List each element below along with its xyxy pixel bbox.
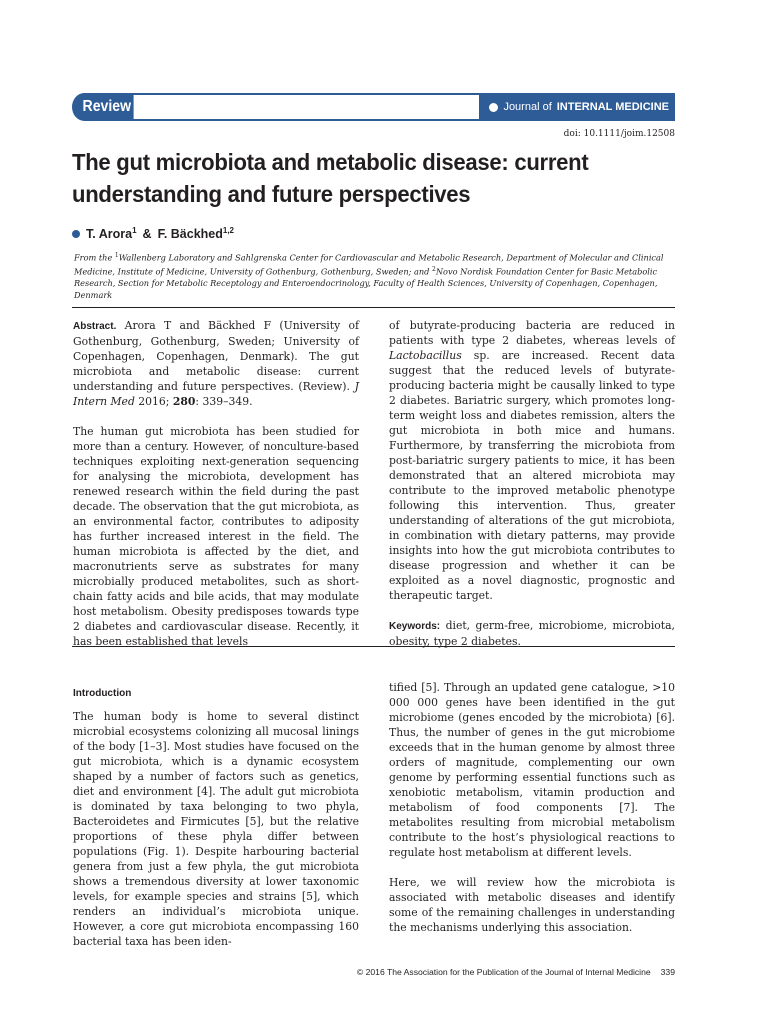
divider (72, 646, 675, 647)
author-affiliation-mark: 1 (132, 226, 137, 235)
author-bullet-icon (72, 230, 80, 238)
affiliation-mark: 1 (114, 252, 119, 259)
author-separator: & (142, 226, 152, 241)
abstract-paragraph (389, 318, 675, 603)
abstract-text: of butyrate-producing bacteria are reduced in patients with type 2 diabetes, whereas levels of (389, 319, 675, 347)
citation-volume: 280 (172, 395, 196, 408)
article-title: The gut microbiota and metabolic disease: current understanding and future perspectives (72, 149, 589, 207)
page-number: 339 (660, 967, 675, 977)
doi[interactable]: doi: 10.1111/joim.12508 (563, 129, 675, 139)
author-affiliation-mark: 1,2 (222, 226, 234, 235)
keywords-label: Keywords: (389, 621, 441, 632)
keywords-text: diet, germ-free, microbiome, microbiota, obesity, type 2 diabetes. (389, 619, 675, 648)
journal-abbrev: J Intern Med (73, 380, 359, 408)
affiliations (74, 250, 676, 301)
author-name: T. Arora (86, 227, 133, 242)
abstract-left-column (73, 318, 359, 649)
abstract-right-column (389, 318, 675, 649)
section-heading: Introduction (73, 688, 132, 699)
citation-pages: : 339–349. (195, 395, 253, 408)
affiliation-from: From the (74, 252, 115, 263)
page-footer (357, 967, 675, 977)
intro-right-column (389, 680, 675, 935)
journal-name: INTERNAL MEDICINE (556, 101, 669, 113)
body-paragraph: Here, we will review how the microbiota is associated with metabolic diseases and identify some of the remaining challenges in understanding the mechanisms underlying this association. (389, 876, 675, 934)
abstract-text: sp. are increased. Recent data suggest that the reduced levels of butyrate-producing bacteria might be causally linked to type 2 diabetes. Bariatric surgery, which promotes long-term weight loss and diabetes remission, alters the gut microbiota in both mice and humans. Furthermore, by transferring the microbiota from post-bariatric surgery patients to mice, it has been demonstrated that an altered microbiota may contribute to the improved metabolic phenotype following this intervention. Thus, greater understanding of alterations of the gut microbiota, in combination with dietary patterns, may provide insights into how the gut microbiota contributes to disease progression and whether it can be exploited as a novel diagnostic, prognostic and therapeutic target. (389, 349, 675, 602)
citation-year: 2016; (134, 395, 173, 408)
abstract-paragraph: The human gut microbiota has been studied for more than a century. However, of nonculture-based techniques exploiting next-generation sequencing for analysing the microbiota, development has renewed research within the field during the past decade. The observation that the gut microbiota, as an environmental factor, contributes to adiposity has further increased interest in the field. The human microbiota is affected by the diet, and macronutrients serve as substrates for many microbially produced metabolites, such as short-chain fatty acids and bile acids, that may modulate host metabolism. Obesity predisposes towards type 2 diabetes and cardiovascular disease. Recently, it has been established that levels (73, 425, 359, 648)
body-paragraph: The human body is home to several distinct microbial ecosystems colonizing all mucosal linings of the body [1–3]. Most studies have focused on the gut microbiota, which is a dynamic ecosystem shaped by a number of factors such as genetics, diet and environment [4]. The adult gut microbiota is dominated by taxa belonging to two phyla, Bacteroidetes and Firmicutes [5], but the relative proportions of these phyla differ between populations (Fig. 1). Despite harbouring bacterial genera from just a few phyla, the gut microbiota shows a tremendous diversity at lower taxonomic levels, for example species and strains [5], which renders an individual’s microbiota unique. However, a core gut microbiota encompassing 160 bacterial taxa has been iden- (73, 710, 359, 948)
journal-name-tab (479, 93, 675, 121)
journal-dot-icon (489, 103, 498, 112)
abstract-label: Abstract. (73, 321, 117, 332)
abstract-italic: Lactobacillus (389, 349, 462, 362)
journal-prefix: Journal of (503, 101, 552, 113)
author-list (72, 226, 234, 241)
journal-header (72, 93, 675, 121)
affiliation-text: Novo Nordisk Foundation Center for Basic Metabolic Research, Section for Metabolic Receptology and Enteroendocrinology, Faculty of Health Sciences, University of Copenhagen, Copenhagen, Denmark (74, 266, 658, 301)
abstract-citation (73, 318, 359, 409)
affiliation-text: Wallenberg Laboratory and Sahlgrenska Center for Cardiovascular and Metabolic Research, Department of Molecular and Clinical Medicine, Institute of Medicine, University of Gothenburg, Gothenburg, Sweden; and (74, 252, 664, 277)
author-name: F. Bäckhed (157, 227, 223, 242)
abstract-citation-text: Arora T and Bäckhed F (University of Gothenburg, Gothenburg, Sweden; University of Copenhagen, Copenhagen, Denmark). The gut microbiota and metabolic disease: current understanding and future perspectives. (Review). (73, 319, 359, 393)
keywords (389, 618, 675, 649)
copyright: © 2016 The Association for the Publication of the Journal of Internal Medicine (356, 967, 651, 977)
intro-left-column (73, 686, 359, 949)
section-label: Review (72, 93, 134, 121)
divider (72, 307, 675, 308)
body-paragraph: tified [5]. Through an updated gene catalogue, >10 000 000 genes have been identified in the gut microbiome (genes encoded by the microbiota) [6]. Thus, the number of genes in the gut microbiome exceeds that in the human genome by almost three orders of magnitude, complementing our own genome by performing essential functions such as xenobiotic metabolism, vitamin production and metabolism of food components [7]. The metabolites resulting from microbial metabolism contribute to the host’s physiological reactions to regulate host metabolism at different levels. (389, 681, 675, 859)
affiliation-mark: 2 (432, 265, 436, 273)
